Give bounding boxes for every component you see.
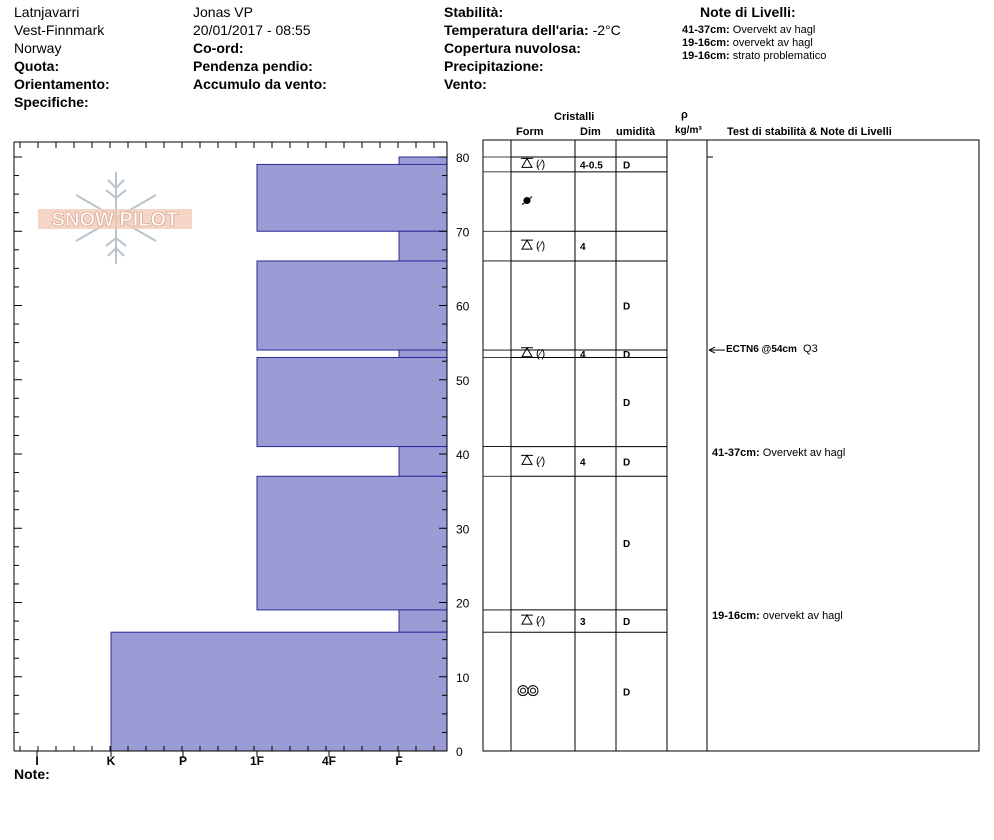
y-tick-label: 0	[456, 745, 463, 759]
grain-size: 4	[580, 242, 586, 254]
rounding-symbol: (⁄)	[536, 455, 546, 468]
graupel-icon	[522, 197, 532, 205]
hardness-tick-label: F	[395, 754, 403, 768]
y-tick-label: 60	[456, 299, 470, 314]
melt-ring	[518, 686, 528, 696]
faceted-crystal-icon	[521, 615, 545, 627]
moisture: D	[623, 160, 631, 172]
hardness-tick-label: 4F	[321, 754, 337, 768]
hardness-bar	[399, 447, 447, 477]
triangle-shape	[521, 240, 533, 249]
moisture: D	[623, 398, 631, 410]
moisture: D	[623, 617, 631, 629]
location: Latnjavarri	[14, 4, 80, 20]
melt-forms-icon	[518, 686, 538, 696]
faceted-crystal-icon	[521, 455, 545, 467]
copertura-label: Copertura nuvolosa:	[444, 40, 581, 56]
hardness-tick-label: P	[178, 754, 188, 768]
y-tick-label: 80	[456, 151, 470, 165]
note-livelli-item: 19-16cm: strato problematico	[682, 50, 827, 62]
hardness-bar	[257, 476, 447, 610]
grain-size: 4	[580, 457, 586, 469]
triangle-shape	[521, 455, 533, 464]
melt-ring-inner	[531, 688, 536, 693]
test-notes-header: Test di stabilità & Note di Livelli	[727, 126, 892, 138]
pendenza-label: Pendenza pendio:	[193, 58, 313, 74]
moisture: D	[623, 349, 631, 361]
precipitazione-label: Precipitazione:	[444, 58, 544, 74]
grain-size: 3	[580, 617, 586, 629]
accumulo-label: Accumulo da vento:	[193, 76, 327, 92]
umidita-header: umidità	[616, 126, 656, 138]
temperatura-value: -2°C	[592, 22, 621, 38]
triangle-shape	[521, 615, 533, 624]
hardness-bar	[111, 632, 447, 751]
hardness-tick-label: I	[35, 754, 39, 768]
temperatura-label: Temperatura dell'aria:	[444, 22, 589, 38]
note-livelli-item: 19-16cm: overvekt av hagl	[682, 37, 813, 49]
melt-ring	[528, 686, 538, 696]
region: Vest-Finnmark	[14, 22, 105, 38]
layer-note-right: 41-37cm: Overvekt av hagl	[712, 447, 846, 459]
triangle-shape	[521, 348, 533, 357]
stability-test-note: ECTN6 @54cm Q3	[726, 343, 818, 356]
density-unit-header: kg/m³	[675, 125, 702, 136]
layer-note-right: 19-16cm: overvekt av hagl	[712, 610, 843, 623]
note-label: Note:	[14, 766, 50, 782]
y-tick-label: 20	[456, 596, 470, 611]
y-tick-label: 50	[456, 373, 470, 388]
observer: Jonas VP	[193, 4, 253, 20]
hardness-tick-label: 1F	[249, 754, 265, 768]
hardness-tick-label: K	[106, 754, 116, 768]
cristalli-header: Cristalli	[554, 111, 595, 123]
vento-label: Vento:	[444, 76, 487, 92]
hardness-bar	[257, 164, 447, 231]
melt-ring-inner	[521, 688, 526, 693]
datetime: 20/01/2017 - 08:55	[193, 22, 311, 38]
moisture: D	[623, 301, 631, 313]
y-tick-label: 10	[456, 670, 470, 685]
rounding-symbol: (⁄)	[536, 347, 546, 360]
hardness-bar	[257, 357, 447, 446]
orientamento-label: Orientamento:	[14, 76, 110, 92]
specifiche-label: Specifiche:	[14, 94, 89, 110]
quota-label: Quota:	[14, 58, 60, 74]
faceted-crystal-icon	[521, 158, 545, 170]
form-header: Form	[516, 126, 544, 138]
moisture: D	[623, 539, 631, 551]
note-livelli-item: 41-37cm: Overvekt av hagl	[682, 24, 816, 36]
hardness-bar	[257, 261, 447, 350]
y-tick-label: 70	[456, 225, 470, 240]
faceted-crystal-icon	[521, 240, 545, 252]
hardness-bar	[399, 350, 447, 357]
y-tick-label: 30	[456, 522, 470, 537]
hardness-bar	[399, 231, 447, 261]
country: Norway	[14, 40, 62, 56]
y-tick-label: 40	[456, 448, 470, 462]
moisture: D	[623, 457, 631, 469]
moisture: D	[623, 687, 631, 699]
grain-size: 4	[580, 349, 586, 361]
hardness-bar	[399, 610, 447, 632]
rounding-symbol: (⁄)	[536, 240, 546, 253]
note-livelli-title: Note di Livelli:	[700, 4, 796, 20]
dim-header: Dim	[580, 126, 601, 138]
coord-label: Co-ord:	[193, 40, 244, 56]
rounding-symbol: (⁄)	[536, 615, 546, 628]
grain-size: 4-0.5	[580, 160, 603, 172]
stabilita-label: Stabilità:	[444, 4, 504, 20]
rho-header: ρ	[681, 109, 688, 121]
rounding-symbol: (⁄)	[536, 158, 546, 171]
svg-text:SNOW PILOT: SNOW PILOT	[51, 209, 179, 231]
triangle-shape	[521, 158, 533, 167]
